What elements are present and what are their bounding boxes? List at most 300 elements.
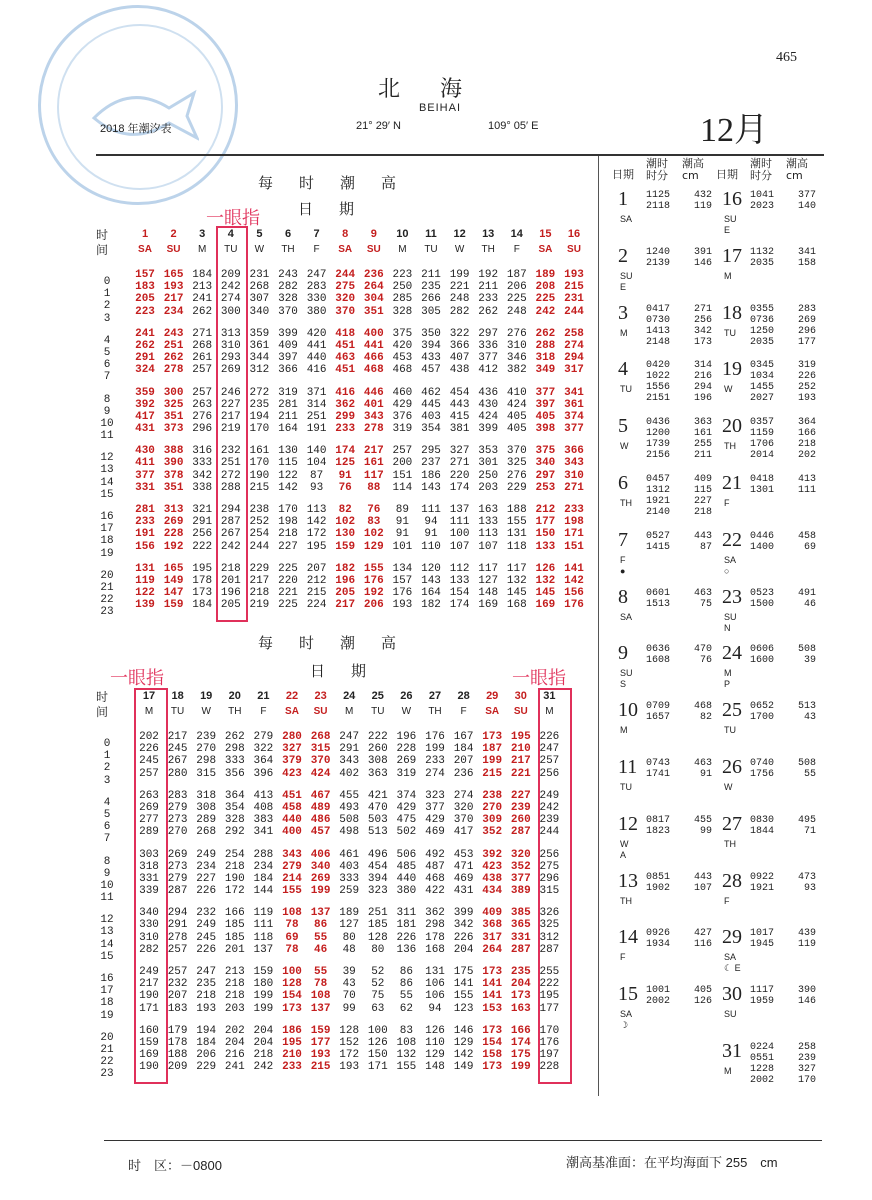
side-tide-time: 2151 xyxy=(646,393,671,405)
tide-height-cell: 274 xyxy=(564,339,584,352)
tide-height-cell: 412 xyxy=(478,364,499,377)
day-number: 14 xyxy=(510,228,523,240)
side-tide-height: 158 xyxy=(797,257,816,269)
day-column-10 xyxy=(389,228,415,612)
side-row xyxy=(610,697,820,757)
tide-height-cell: 368 xyxy=(482,919,503,932)
day-column-1 xyxy=(132,228,158,612)
tide-height-cell: 176 xyxy=(363,574,384,587)
tide-height-cell: 316 xyxy=(192,445,213,458)
tide-height-cell: 317 xyxy=(564,364,584,377)
tide-height-cell: 141 xyxy=(564,562,584,575)
side-day-number: 20 xyxy=(722,415,742,438)
tide-height-cell: 304 xyxy=(363,293,384,306)
side-tide-time: 0830 xyxy=(750,814,775,826)
tide-height-cell: 373 xyxy=(163,423,184,436)
day-column-28 xyxy=(451,690,477,1074)
tide-height-cell: 229 xyxy=(506,481,527,494)
tide-height-cell: 159 xyxy=(139,1036,159,1049)
tide-height-cell: 108 xyxy=(310,990,331,1003)
tide-height-cell: 174 xyxy=(510,1036,531,1049)
day-number: 23 xyxy=(314,690,327,702)
side-tide-height: 256 xyxy=(693,314,712,326)
hour-cell: 6 xyxy=(103,359,111,372)
tide-height-cell: 257 xyxy=(392,445,413,458)
side-tide-height: 196 xyxy=(693,393,712,405)
tide-height-cell: 379 xyxy=(282,755,302,768)
tide-height-cell: 226 xyxy=(539,731,560,743)
row-label-top xyxy=(96,228,108,258)
side-tide-height: 226 xyxy=(797,371,816,383)
tide-height-cell: 259 xyxy=(339,885,360,898)
tide-height-cell: 288 xyxy=(535,339,556,352)
tide-height-cell: 181 xyxy=(396,919,417,932)
day-column-6 xyxy=(275,228,301,612)
side-tide-time: 0420 xyxy=(646,360,671,372)
tide-height-cell: 262 xyxy=(135,339,155,352)
hour-cell: 8 xyxy=(103,393,111,406)
tide-height-cell: 340 xyxy=(249,305,270,318)
side-day-number: 3 xyxy=(618,301,628,324)
tide-height-cell: 370 xyxy=(310,755,331,768)
tide-height-cell: 75 xyxy=(371,990,385,1003)
tide-height-cell: 340 xyxy=(139,907,159,920)
tide-height-cell: 291 xyxy=(339,743,360,756)
tide-height-cell: 82 xyxy=(338,504,352,516)
day-column-14 xyxy=(504,228,530,612)
tide-height-cell: 245 xyxy=(196,931,217,944)
tide-height-cell: 468 xyxy=(425,872,445,885)
hour-cell: 15 xyxy=(100,488,114,501)
tide-height-cell: 248 xyxy=(506,305,527,318)
tide-height-cell: 336 xyxy=(478,339,499,352)
tide-height-cell: 212 xyxy=(306,574,327,587)
hour-cell: 11 xyxy=(100,892,114,905)
tide-height-cell: 271 xyxy=(449,457,470,470)
day-column-11 xyxy=(418,228,444,612)
tide-height-cell: 233 xyxy=(282,1061,302,1074)
hour-cell: 10 xyxy=(100,417,114,430)
tide-height-cell: 489 xyxy=(310,801,331,814)
tide-height-cell: 212 xyxy=(535,504,556,516)
tide-height-cell: 250 xyxy=(392,281,413,294)
tide-height-cell: 143 xyxy=(421,574,441,587)
tide-height-cell: 232 xyxy=(167,978,188,991)
tide-height-cell: 319 xyxy=(396,767,417,780)
tide-height-cell: 235 xyxy=(510,966,531,978)
page-number: 465 xyxy=(776,50,797,65)
side-tide-time: 1556 xyxy=(646,382,671,394)
tide-height-cell: 263 xyxy=(139,789,159,802)
tide-height-cell: 217 xyxy=(167,731,188,743)
footer-rule xyxy=(104,1140,822,1141)
tide-height-cell: 416 xyxy=(306,364,327,377)
tide-height-cell: 423 xyxy=(282,767,302,780)
weekday: SA xyxy=(538,244,553,255)
tide-height-cell: 152 xyxy=(339,1036,360,1049)
tide-height-cell: 377 xyxy=(510,872,531,885)
tide-height-cell: 150 xyxy=(367,1049,388,1062)
tide-height-cell: 86 xyxy=(399,966,413,978)
tide-height-cell: 340 xyxy=(535,457,556,470)
side-tide-time: 1513 xyxy=(646,598,671,610)
day-number: 2 xyxy=(170,228,177,240)
tide-height-cell: 100 xyxy=(282,966,302,978)
weekday: SU xyxy=(166,244,181,255)
tide-height-cell: 234 xyxy=(196,860,217,873)
side-tide-time: 0527 xyxy=(646,530,671,542)
tide-height-cell: 196 xyxy=(396,731,417,743)
tide-height-cell: 140 xyxy=(306,445,327,458)
tide-height-cell: 194 xyxy=(249,410,270,423)
tide-height-cell: 173 xyxy=(482,1061,503,1074)
hour-cell: 3 xyxy=(103,774,111,787)
tide-height-cell: 173 xyxy=(482,1024,503,1037)
tide-height-cell: 390 xyxy=(163,457,184,470)
hour-cell: 12 xyxy=(100,914,114,927)
tide-height-cell: 199 xyxy=(482,755,503,768)
side-tide-height: 508 xyxy=(797,758,816,769)
tide-height-cell: 374 xyxy=(564,410,584,423)
tide-height-cell: 455 xyxy=(339,789,360,802)
tide-height-cell: 76 xyxy=(338,481,352,494)
side-day-cell xyxy=(714,981,819,1041)
tide-height-cell: 216 xyxy=(224,1049,245,1062)
tide-height-cell: 142 xyxy=(453,1049,474,1062)
day-column-27 xyxy=(422,690,448,1074)
side-weekday: M xyxy=(620,725,628,736)
side-tide-time: 0817 xyxy=(646,814,671,826)
tide-height-cell: 126 xyxy=(535,562,556,575)
day-number: 15 xyxy=(539,228,552,240)
tide-height-cell: 247 xyxy=(339,731,360,743)
tide-height-cell: 394 xyxy=(367,872,388,885)
hour-cell: 20 xyxy=(100,1031,114,1044)
tide-height-cell: 117 xyxy=(506,562,527,575)
side-tide-height: 211 xyxy=(693,450,712,462)
tide-height-cell: 257 xyxy=(192,386,213,399)
side-tide-height: 327 xyxy=(797,1064,816,1075)
tide-height-cell: 269 xyxy=(139,801,159,814)
hour-cell: 23 xyxy=(100,606,114,619)
side-weekday: TH xyxy=(620,498,632,508)
side-day-number: 22 xyxy=(722,528,742,551)
tide-height-cell: 417 xyxy=(135,410,155,423)
tide-height-cell: 177 xyxy=(535,516,556,529)
tide-height-cell: 260 xyxy=(510,814,531,827)
tide-height-cell: 370 xyxy=(506,445,527,458)
tide-height-cell: 438 xyxy=(482,872,503,885)
tide-height-cell: 215 xyxy=(310,1061,331,1074)
tide-height-cell: 110 xyxy=(425,1036,445,1049)
annotation-bottom-right: 一眼指 xyxy=(512,668,566,689)
tide-height-cell: 176 xyxy=(392,587,413,600)
side-tide-time: 1921 xyxy=(646,496,671,507)
hour-cell: 16 xyxy=(100,973,114,985)
side-tide-time: 2023 xyxy=(750,201,775,212)
side-tide-time: 0457 xyxy=(646,474,671,485)
tide-height-cell: 243 xyxy=(163,327,184,340)
tide-height-cell: 165 xyxy=(163,562,184,575)
tide-height-cell: 229 xyxy=(249,562,270,575)
tide-height-cell: 249 xyxy=(196,919,217,932)
tide-height-cell: 243 xyxy=(278,269,298,281)
day-number: 21 xyxy=(257,690,270,702)
side-tide-height: 119 xyxy=(693,201,712,212)
tide-height-cell: 246 xyxy=(220,386,241,399)
tide-height-cell: 320 xyxy=(453,801,474,814)
tide-height-cell: 204 xyxy=(253,1036,274,1049)
tide-height-cell: 119 xyxy=(253,907,274,920)
tide-height-cell: 270 xyxy=(482,801,503,814)
tide-height-cell: 55 xyxy=(313,931,328,944)
tide-height-cell: 52 xyxy=(371,978,385,991)
tide-height-cell: 252 xyxy=(249,516,270,529)
tide-height-cell: 193 xyxy=(392,599,413,612)
tide-height-cell: 309 xyxy=(482,814,503,827)
tide-height-cell: 110 xyxy=(421,540,441,553)
tide-height-cell: 211 xyxy=(421,269,441,281)
tide-height-cell: 269 xyxy=(396,755,417,768)
side-tide-height: 391 xyxy=(693,246,712,258)
side-head-height-2: 潮高 cm xyxy=(786,157,808,182)
tide-height-cell: 251 xyxy=(220,457,241,470)
tide-height-cell: 328 xyxy=(224,814,245,827)
tide-height-cell: 174 xyxy=(449,481,470,494)
tide-height-cell: 196 xyxy=(335,574,356,587)
tide-height-cell: 314 xyxy=(306,398,327,411)
tide-height-cell: 469 xyxy=(425,826,445,839)
side-day-number: 14 xyxy=(618,926,638,949)
side-day-cell xyxy=(610,924,715,984)
side-day-number: 7 xyxy=(618,528,628,551)
tide-height-cell: 226 xyxy=(453,931,474,944)
tide-height-cell: 204 xyxy=(453,943,474,956)
tide-height-cell: 129 xyxy=(363,540,384,553)
tide-height-cell: 128 xyxy=(367,931,388,944)
tide-height-cell: 113 xyxy=(478,528,499,541)
tide-height-cell: 313 xyxy=(220,327,241,340)
tide-height-cell: 288 xyxy=(220,481,241,494)
tide-height-cell: 262 xyxy=(163,352,184,365)
hour-label: 时 xyxy=(96,690,109,704)
side-tide-time: 2139 xyxy=(646,257,671,269)
day-number: 16 xyxy=(567,228,581,240)
side-tide-time: 0926 xyxy=(646,928,671,940)
tide-height-cell: 172 xyxy=(224,885,245,898)
tide-height-cell: 43 xyxy=(342,978,356,991)
side-head-date-2: 日期 xyxy=(716,168,738,181)
tide-height-cell: 462 xyxy=(421,386,441,399)
side-weekday: M xyxy=(620,327,628,338)
header-rule xyxy=(96,154,824,156)
side-tide-height: 71 xyxy=(803,825,816,837)
tide-height-cell: 351 xyxy=(363,305,384,318)
tide-height-cell: 436 xyxy=(478,386,499,399)
tide-height-cell: 185 xyxy=(367,919,388,932)
tide-height-cell: 179 xyxy=(167,1024,188,1037)
tide-height-cell: 198 xyxy=(278,516,298,529)
side-day-number: 28 xyxy=(722,869,742,892)
side-tide-height: 255 xyxy=(693,439,712,451)
side-tide-height: 99 xyxy=(699,825,712,837)
tide-height-cell: 172 xyxy=(339,1049,360,1062)
tide-height-cell: 323 xyxy=(425,789,445,802)
side-day-cell xyxy=(714,413,819,473)
tide-height-cell: 118 xyxy=(253,931,274,944)
side-tide-height: 82 xyxy=(699,712,712,724)
tide-height-cell: 287 xyxy=(510,826,531,839)
hour-cell: 2 xyxy=(103,762,111,775)
day-column-15 xyxy=(532,228,558,612)
tide-height-cell: 420 xyxy=(306,327,327,340)
tide-height-cell: 260 xyxy=(367,743,388,756)
side-tide-time: 1001 xyxy=(646,985,671,997)
tide-height-cell: 125 xyxy=(335,457,356,470)
tide-height-cell: 453 xyxy=(453,848,474,861)
side-weekday: M P xyxy=(724,668,732,690)
tide-height-cell: 225 xyxy=(278,562,298,575)
tide-height-cell: 126 xyxy=(425,1024,445,1037)
tide-height-cell: 112 xyxy=(449,562,470,575)
tide-height-cell: 443 xyxy=(449,398,470,411)
tide-height-cell: 321 xyxy=(192,504,213,516)
tide-height-cell: 137 xyxy=(253,943,274,956)
side-tide-time: 1921 xyxy=(750,882,775,894)
tide-height-cell: 168 xyxy=(425,943,445,956)
tide-height-cell: 468 xyxy=(392,364,413,377)
tide-height-cell: 232 xyxy=(196,907,217,920)
tide-height-cell: 353 xyxy=(478,445,499,458)
tide-height-cell: 279 xyxy=(167,801,188,814)
latitude: 21° 29′ N xyxy=(356,120,401,132)
tide-height-cell: 466 xyxy=(363,352,384,365)
tide-height-cell: 204 xyxy=(253,1024,274,1037)
tide-height-cell: 403 xyxy=(339,860,360,873)
tide-height-cell: 163 xyxy=(510,1002,531,1015)
tide-height-cell: 144 xyxy=(253,885,274,898)
side-tide-time: 2118 xyxy=(646,201,671,212)
tide-height-cell: 269 xyxy=(220,364,241,377)
hour-column-bottom xyxy=(94,738,120,1081)
side-tide-height: 443 xyxy=(693,871,712,883)
tide-height-cell: 184 xyxy=(196,1036,217,1049)
tide-height-cell: 352 xyxy=(482,826,503,839)
hour-cell: 0 xyxy=(103,738,111,750)
tide-height-cell: 227 xyxy=(220,398,241,411)
side-tide-time: 0345 xyxy=(750,360,775,372)
tide-height-cell: 164 xyxy=(278,423,298,436)
weekday: SA xyxy=(485,706,500,717)
tide-height-cell: 55 xyxy=(313,966,328,978)
tide-height-cell: 269 xyxy=(310,872,331,885)
side-tide-height: 470 xyxy=(693,644,712,656)
tide-height-cell: 171 xyxy=(564,528,584,541)
day-column-25 xyxy=(365,690,391,1074)
tide-height-cell: 206 xyxy=(363,599,384,612)
side-tide-height: 508 xyxy=(797,644,816,656)
side-day-number: 31 xyxy=(722,1040,742,1062)
day-column-21 xyxy=(250,690,276,1074)
tide-height-cell: 80 xyxy=(342,931,356,944)
side-day-cell xyxy=(714,584,819,644)
side-tide-time: 1706 xyxy=(750,439,775,451)
side-day-number: 30 xyxy=(722,983,742,1006)
side-day-number: 24 xyxy=(722,642,742,665)
side-day-cell xyxy=(610,868,715,928)
side-tide-time: 0355 xyxy=(750,303,775,315)
tide-height-cell: 231 xyxy=(564,293,584,306)
tide-height-cell: 189 xyxy=(339,907,360,920)
side-tide-height: 166 xyxy=(797,428,816,440)
side-tide-height: 390 xyxy=(797,985,816,997)
side-weekday: SA xyxy=(620,214,633,224)
tide-height-cell: 130 xyxy=(278,445,298,458)
tide-height-cell: 175 xyxy=(510,1049,531,1062)
tide-height-cell: 171 xyxy=(139,1002,159,1015)
tide-height-cell: 78 xyxy=(285,919,299,932)
tide-height-cell: 278 xyxy=(163,364,184,377)
tide-height-cell: 234 xyxy=(253,860,274,873)
tide-height-cell: 228 xyxy=(396,743,417,756)
tide-height-cell: 226 xyxy=(139,743,159,756)
tide-height-cell: 257 xyxy=(192,364,213,377)
tide-height-cell: 235 xyxy=(249,398,270,411)
tide-height-cell: 185 xyxy=(224,931,245,944)
tide-height-cell: 409 xyxy=(482,907,503,920)
side-tide-height: 364 xyxy=(797,417,816,429)
tide-height-cell: 250 xyxy=(478,469,499,482)
tide-height-cell: 451 xyxy=(282,789,302,802)
tide-height-cell: 220 xyxy=(278,574,298,587)
day-number: 27 xyxy=(428,690,442,702)
day-number: 11 xyxy=(425,228,437,240)
hour-cell: 5 xyxy=(103,808,111,821)
tide-height-cell: 167 xyxy=(453,731,474,743)
tide-height-cell: 173 xyxy=(482,966,503,978)
side-row xyxy=(610,811,820,871)
side-tide-height: 218 xyxy=(693,507,712,518)
tide-height-cell: 137 xyxy=(449,504,470,516)
tide-height-cell: 342 xyxy=(453,919,474,932)
tide-height-cell: 160 xyxy=(139,1024,159,1037)
weekday: SU xyxy=(567,244,581,255)
tide-height-cell: 268 xyxy=(192,339,213,352)
side-day-number: 26 xyxy=(722,756,742,778)
side-tide-time: 2002 xyxy=(750,1075,775,1086)
tide-height-cell: 155 xyxy=(453,990,474,1003)
tide-height-cell: 331 xyxy=(139,872,159,885)
tide-height-cell: 171 xyxy=(367,1061,388,1074)
tide-height-cell: 263 xyxy=(192,398,213,411)
tide-height-cell: 281 xyxy=(135,504,155,516)
tide-height-cell: 195 xyxy=(192,562,213,575)
tide-height-cell: 39 xyxy=(342,966,356,978)
tide-height-cell: 189 xyxy=(535,269,556,281)
tide-height-cell: 320 xyxy=(510,848,531,861)
side-tide-height: 173 xyxy=(693,336,712,348)
side-tide-height: 202 xyxy=(797,450,816,462)
tide-height-cell: 123 xyxy=(453,1002,474,1015)
side-day-cell xyxy=(610,697,715,757)
side-weekday: M xyxy=(724,1066,732,1076)
tide-height-cell: 343 xyxy=(363,410,384,423)
tide-height-cell: 159 xyxy=(310,1024,331,1037)
tide-height-cell: 343 xyxy=(339,755,360,768)
tide-height-cell: 229 xyxy=(196,1061,217,1074)
side-tide-time: 0357 xyxy=(750,417,775,429)
side-tide-height: 473 xyxy=(797,871,816,883)
